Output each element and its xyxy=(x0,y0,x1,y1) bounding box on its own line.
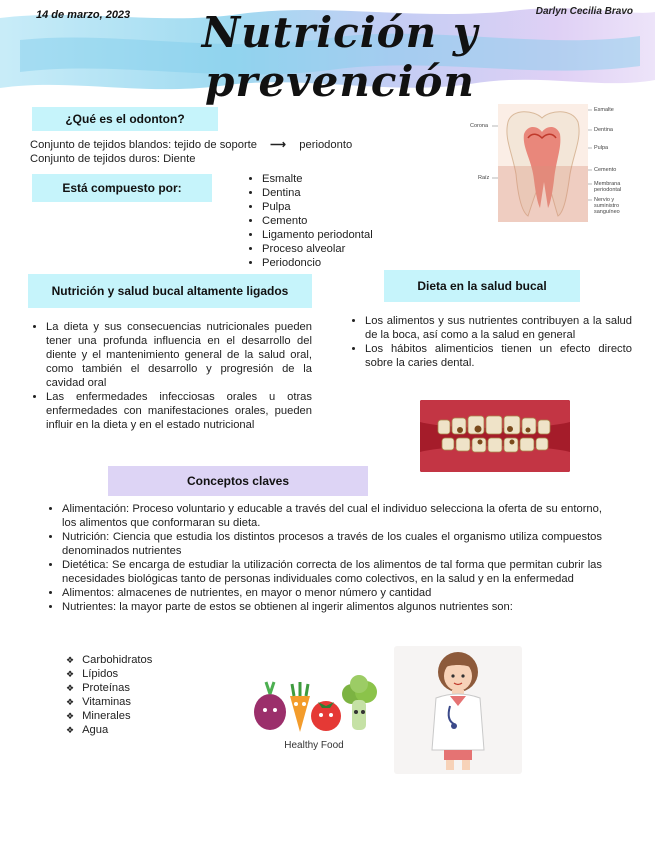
dental-caries-photo xyxy=(420,400,570,472)
list-item: ❖ Minerales xyxy=(80,709,240,723)
label-raiz: Raíz xyxy=(478,175,490,181)
list-item: • Cemento xyxy=(262,214,440,228)
label-nervio: Nervio y suministro sanguíneo xyxy=(594,197,620,215)
doctor-illustration xyxy=(394,646,522,774)
healthy-food-illustration xyxy=(248,660,380,760)
odonton-line-1 xyxy=(30,138,450,152)
page-title: Nutrición y prevención xyxy=(201,8,479,106)
label-cemento: Cemento xyxy=(594,167,617,173)
list-item: ❖ Carbohidratos xyxy=(80,653,240,667)
author-name: Darlyn Cecilia Bravo xyxy=(535,6,633,17)
label-pulpa: Pulpa xyxy=(594,145,609,151)
list-item: ❖ Lípidos xyxy=(80,667,240,681)
list-item: • Nutrientes: la mayor parte de estos se obtienen al ingerir alimentos algunos nutrientes son: xyxy=(62,600,602,614)
list-item: • La dieta y sus consecuencias nutricionales pueden tener una profunda influencia en el desarrollo del diente y el mantenimiento general de la salud oral, como también el desarrollo y progresión de la cavidad oral xyxy=(46,320,312,390)
odonton-line-1-prefix: Conjunto de tejidos blandos: tejido de soporte xyxy=(30,139,258,151)
list-item: • Esmalte xyxy=(262,172,440,186)
list-item: • Alimentos: almacenes de nutrientes, en mayor o menor número y cantidad xyxy=(62,586,602,600)
odonton-heading: ¿Qué es el odonton? xyxy=(32,107,218,131)
odonton-line-2: Conjunto de tejidos duros: Diente xyxy=(30,153,196,165)
label-dentina: Dentina xyxy=(594,127,613,133)
arrow-right-icon: ⟶ xyxy=(270,139,287,151)
odonton-line-1-suffix: periodonto xyxy=(299,139,353,151)
tooth-diagram xyxy=(470,104,640,224)
list-item: • Proceso alveolar xyxy=(262,242,440,256)
dieta-heading: Dieta en la salud bucal xyxy=(384,270,580,302)
list-item: ❖ Proteínas xyxy=(80,681,240,695)
list-item: ❖ Agua xyxy=(80,723,240,737)
list-item: • Los alimentos y sus nutrientes contribuyen a la salud de la boca, así como a la salud en general xyxy=(365,314,632,342)
conceptos-list xyxy=(40,502,602,614)
list-item: • Nutrición: Ciencia que estudia los distintos procesos a través de los cuales el organismo utiliza compuestos denominados nutrientes xyxy=(62,530,602,558)
doctor-icon xyxy=(394,646,522,774)
compuesto-list xyxy=(240,172,440,270)
label-membrana: Membrana periodontal xyxy=(594,181,622,193)
list-item: • Pulpa xyxy=(262,200,440,214)
list-item: • Los hábitos alimenticios tienen un efecto directo sobre la caries dental. xyxy=(365,342,632,370)
nutricion-heading: Nutrición y salud bucal altamente ligados xyxy=(28,274,312,308)
compuesto-heading: Está compuesto por: xyxy=(32,174,212,202)
label-corona: Corona xyxy=(470,123,489,129)
nutrients-list xyxy=(0,653,240,737)
list-item: ❖ Vitaminas xyxy=(80,695,240,709)
list-item: • Las enfermedades infecciosas orales u otras enfermedades con manifestaciones orales, pueden influir en la dieta y en el estado nutricional xyxy=(46,390,312,432)
list-item: • Dentina xyxy=(262,186,440,200)
food-caption: Healthy Food xyxy=(284,740,344,751)
nutricion-list xyxy=(24,320,312,432)
dieta-list xyxy=(343,314,632,370)
document-date: 14 de marzo, 2023 xyxy=(36,9,131,21)
list-item: • Periodoncio xyxy=(262,256,440,270)
vegetables-icon xyxy=(248,660,380,740)
list-item: • Dietética: Se encarga de estudiar la utilización correcta de los alimentos de tal forma que permitan cubrir las necesidades biológicas tanto de personas individuales como colectivos, en la salud y en la enfermedad xyxy=(62,558,602,586)
list-item: • Alimentación: Proceso voluntario y educable a través del cual el individuo selecciona la oferta de su entorno, los alimentos que conformaran su dieta. xyxy=(62,502,602,530)
label-esmalte: Esmalte xyxy=(594,107,614,113)
odonton-definition xyxy=(30,138,450,166)
conceptos-heading: Conceptos claves xyxy=(108,466,368,496)
list-item: • Ligamento periodontal xyxy=(262,228,440,242)
